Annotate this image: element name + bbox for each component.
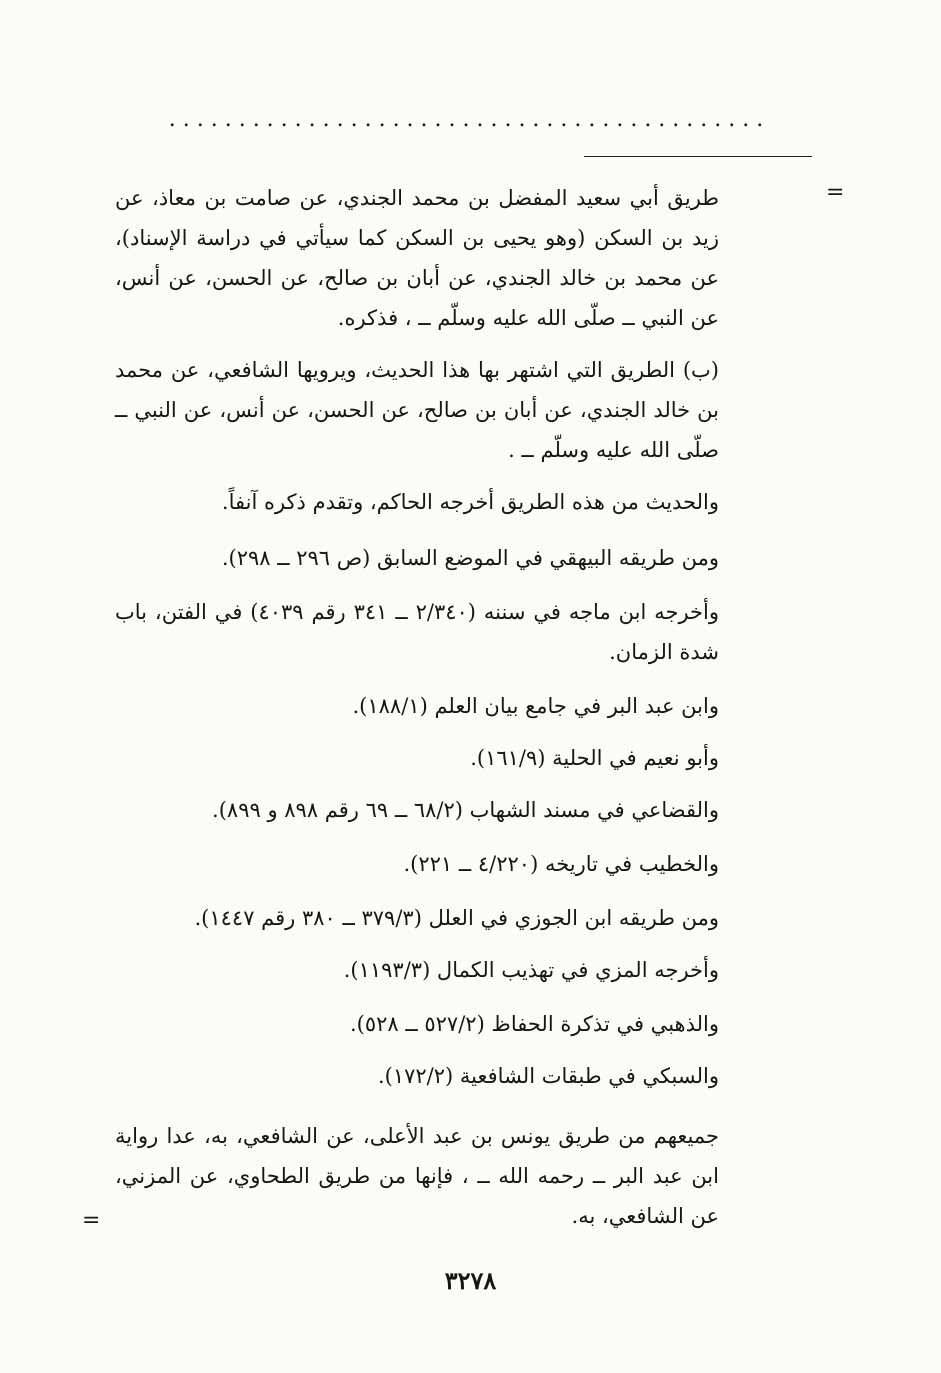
paragraph-5: وأخرجه ابن ماجه في سننه (٢/٣٤٠ ــ ٣٤١ رقم ٤٠٣٩) في الفتن، باب شدة الزمان. bbox=[115, 600, 719, 664]
paragraph-11: وأخرجه المزي في تهذيب الكمال (١١٩٣/٣). bbox=[343, 958, 719, 982]
paragraph-1: طريق أبي سعيد المفضل بن محمد الجندي، عن صامت بن معاذ، عن زيد بن السكن (وهو يحيى بن السكن كما سيأتي في دراسة الإسناد)، عن محمد بن خالد الجندي، عن أبان بن صالح، عن الحسن، عن أنس، عن النبي ــ صلّى الله عليه وسلّم ــ ، فذكره. bbox=[115, 186, 719, 330]
paragraph-6: وابن عبد البر في جامع بيان العلم (١٨٨/١). bbox=[352, 694, 719, 718]
paragraph-3: والحديث من هذه الطريق أخرجه الحاكم، وتقدم ذكره آنفاً. bbox=[221, 490, 719, 514]
footnote-rule bbox=[584, 156, 812, 157]
paragraph-2: (ب) الطريق التي اشتهر بها هذا الحديث، ويرويها الشافعي، عن محمد بن خالد الجندي، عن أبان بن صالح، عن الحسن، عن أنس، عن النبي ــ صلّى الله عليه وسلّم ــ . bbox=[115, 358, 719, 462]
paragraph-8: والقضاعي في مسند الشهاب (٦٨/٢ ــ ٦٩ رقم ٨٩٨ و ٨٩٩). bbox=[212, 798, 719, 822]
paragraph-4: ومن طريقه البيهقي في الموضع السابق (ص ٢٩٦ ــ ٢٩٨). bbox=[221, 546, 719, 570]
paragraph-9: والخطيب في تاريخه (٤/٢٢٠ ــ ٢٢١). bbox=[403, 852, 719, 876]
paragraph-14: جميعهم من طريق يونس بن عبد الأعلى، عن الشافعي، به، عدا رواية ابن عبد البر ــ رحمه الله ــ ، فإنها من طريق الطحاوي، عن المزني، عن الشافعي، به. bbox=[115, 1124, 719, 1228]
paragraph-10: ومن طريقه ابن الجوزي في العلل (٣٧٩/٣ ــ ٣٨٠ رقم ١٤٤٧). bbox=[194, 906, 719, 930]
page-number: ٣٢٧٨ bbox=[444, 1266, 497, 1295]
continuation-mark-bottom: = bbox=[82, 1208, 101, 1233]
paragraph-7: وأبو نعيم في الحلية (١٦١/٩). bbox=[470, 746, 719, 770]
continuation-mark-top: = bbox=[826, 180, 845, 205]
paragraph-13: والسبكي في طبقات الشافعية (١٧٢/٢). bbox=[377, 1064, 719, 1088]
dotted-separator: . . . . . . . . . . . . . . . . . . . . . . . . . . . . . . . . . . . . . . . . . . . bbox=[168, 108, 764, 132]
paragraph-12: والذهبي في تذكرة الحفاظ (٥٢٧/٢ ــ ٥٢٨). bbox=[349, 1012, 719, 1036]
